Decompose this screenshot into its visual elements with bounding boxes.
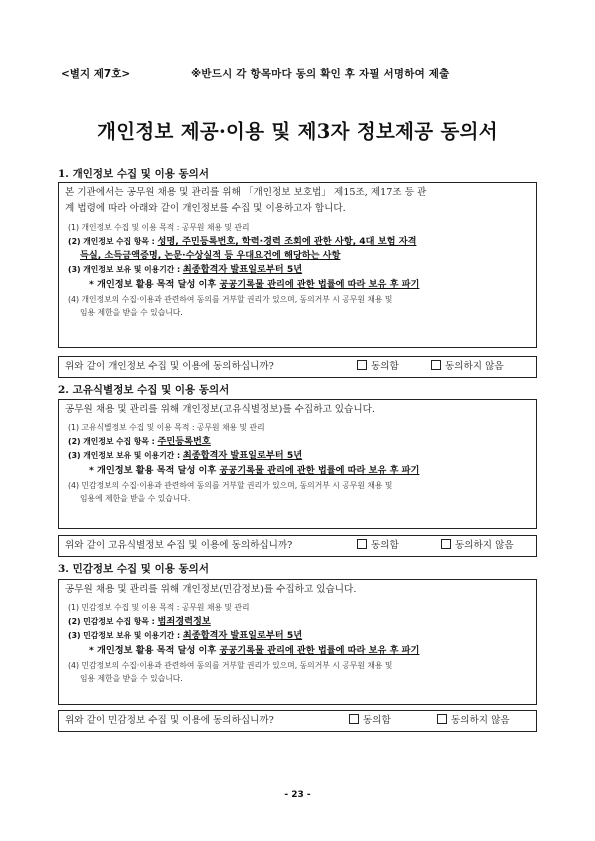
document-title: 개인정보 제공·이용 및 제3자 정보제공 동의서 xyxy=(97,120,498,143)
section-3-consent-row xyxy=(58,710,537,732)
checkbox-icon[interactable] xyxy=(357,360,367,370)
section-2-retention: (3) 개인정보 보유 및 이용기간 : 최종합격자 발표일로부터 5년 xyxy=(68,450,303,461)
disagree-option[interactable]: 동의하지 않음 xyxy=(437,711,510,731)
section-2-refusal-note-cont: 임용에 제한을 받을 수 있습니다. xyxy=(80,494,191,503)
section-2-refusal-note: (4) 민감정보의 수집·이용과 관련하여 동의를 거부할 권리가 있으며, 동의거부 시 공무원 채용 및 xyxy=(68,481,393,490)
checkbox-icon[interactable] xyxy=(431,360,441,370)
form-label: <별지 제7호> xyxy=(61,68,131,80)
section-2-disposal-note: * 개인정보 활용 목적 달성 이후 공공기록물 관리에 관한 법률에 따라 보유 후 파기 xyxy=(89,465,420,476)
instruction-text: ※반드시 각 항목마다 동의 확인 후 자필 서명하여 제출 xyxy=(191,68,450,80)
section-1-refusal-note: (4) 개인정보의 수집·이용과 관련하여 동의를 거부할 권리가 있으며, 동의거부 시 공무원 채용 및 xyxy=(68,295,393,304)
section-3-box xyxy=(58,579,537,705)
section-3-heading: 3. 민감정보 수집 및 이용 동의서 xyxy=(58,563,209,575)
section-1-heading: 1. 개인정보 수집 및 이용 동의서 xyxy=(58,168,209,180)
section-1-refusal-note-cont: 임용 제한을 받을 수 있습니다. xyxy=(80,308,183,317)
agree-option[interactable]: 동의함 xyxy=(357,536,399,556)
section-1-retention: (3) 개인정보 보유 및 이용기간 : 최종합격자 발표일로부터 5년 xyxy=(68,264,303,275)
consent-question: 위와 같이 고유식별정보 수집 및 이용에 동의하십니까? xyxy=(65,540,293,551)
section-2-items: (2) 개인정보 수집 항목 : 주민등록번호 xyxy=(68,436,211,447)
section-1-disposal-note: * 개인정보 활용 목적 달성 이후 공공기록물 관리에 관한 법률에 따라 보유 후 파기 xyxy=(89,279,420,290)
section-1-consent-row xyxy=(58,356,537,378)
disagree-option[interactable]: 동의하지 않음 xyxy=(441,536,514,556)
section-1-intro: 본 기관에서는 공무원 채용 및 관리를 위해 「개인정보 보호법」 제15조, 제17조 등 관 계 법령에 따라 아래와 같이 개인정보를 수집 및 이용하고자 합니다. xyxy=(65,187,427,214)
checkbox-icon[interactable] xyxy=(441,539,451,549)
section-1-purpose: (1) 개인정보 수집 및 이용 목적 : 공무원 채용 및 관리 xyxy=(68,223,250,232)
section-2-consent-row xyxy=(58,535,537,557)
disagree-option[interactable]: 동의하지 않음 xyxy=(431,357,504,377)
page-header xyxy=(58,66,537,84)
checkbox-icon[interactable] xyxy=(437,714,447,724)
section-2-intro: 공무원 채용 및 관리를 위해 개인정보(고유식별정보)를 수집하고 있습니다. xyxy=(65,404,375,415)
agree-option[interactable]: 동의함 xyxy=(357,357,399,377)
section-1-box xyxy=(58,182,537,348)
section-2-box xyxy=(58,399,537,529)
section-3-purpose: (1) 민감정보 수집 및 이용 목적 : 공무원 채용 및 관리 xyxy=(68,603,250,612)
section-2-purpose: (1) 고유식별정보 수집 및 이용 목적 : 공무원 채용 및 관리 xyxy=(68,423,265,432)
page-number: - 23 - xyxy=(284,790,311,800)
section-3-disposal-note: * 개인정보 활용 목적 달성 이후 공공기록물 관리에 관한 법률에 따라 보유 후 파기 xyxy=(89,645,420,656)
section-1-items-cont: 득실, 소득금액증명, 논문·수상실적 등 우대요건에 해당하는 사항 xyxy=(80,250,341,261)
section-1-items: (2) 개인정보 수집 항목 : 성명, 주민등록번호, 학력·경력 조회에 관한 사항, 4대 보험 자격 xyxy=(68,236,417,247)
agree-option[interactable]: 동의함 xyxy=(349,711,391,731)
checkbox-icon[interactable] xyxy=(357,539,367,549)
checkbox-icon[interactable] xyxy=(349,714,359,724)
section-3-retention: (3) 민감정보 보유 및 이용기간 : 최종합격자 발표일로부터 5년 xyxy=(68,630,303,641)
consent-question: 위와 같이 민감정보 수집 및 이용에 동의하십니까? xyxy=(65,715,274,726)
section-3-items: (2) 민감정보 수집 항목 : 범죄경력정보 xyxy=(68,616,211,627)
section-3-refusal-note-cont: 임용 제한을 받을 수 있습니다. xyxy=(80,674,183,683)
section-3-intro: 공무원 채용 및 관리를 위해 개인정보(민감정보)를 수집하고 있습니다. xyxy=(65,584,357,595)
consent-question: 위와 같이 개인정보 수집 및 이용에 동의하십니까? xyxy=(65,361,274,372)
section-3-refusal-note: (4) 민감정보의 수집·이용과 관련하여 동의를 거부할 권리가 있으며, 동의거부 시 공무원 채용 및 xyxy=(68,661,393,670)
section-2-heading: 2. 고유식별정보 수집 및 이용 동의서 xyxy=(58,384,230,396)
